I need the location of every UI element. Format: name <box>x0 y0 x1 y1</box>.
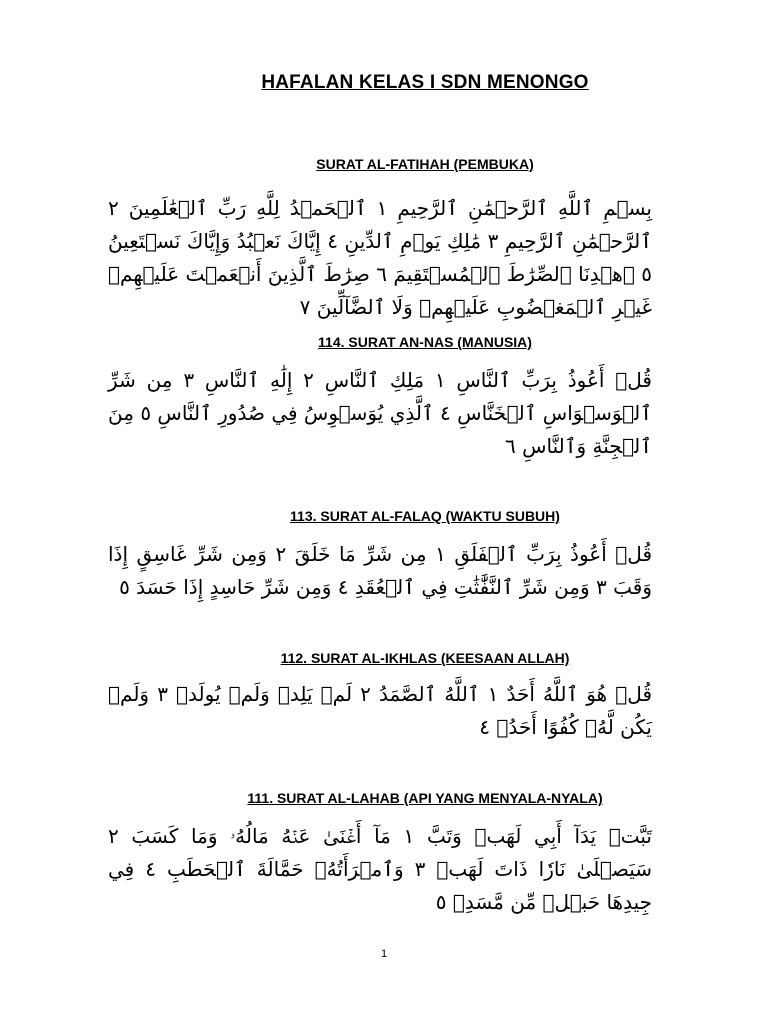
page-number: 1 <box>380 948 388 960</box>
surah-heading-al-ikhlas: 112. SURAT AL-IKHLAS (KEESAAN ALLAH) <box>280 650 570 666</box>
surah-text-al-fatihah: بِسۡمِ ٱللَّهِ ٱلرَّحۡمَٰنِ ٱلرَّحِيمِ ١ ٱلۡحَمۡدُ لِلَّهِ رَبِّ ٱلۡعَٰلَمِينَ ٢ ٱلرَّحۡمَٰنِ ٱلرَّحِيمِ ٣ مَٰلِكِ يَوۡمِ ٱلدِّينِ ٤ إِيَّاكَ نَعۡبُدُ وَإِيَّاكَ نَسۡتَعِينُ ٥ ٱهۡدِنَا ٱلصِّرَٰطَ ٱلۡمُسۡتَقِيمَ ٦ صِرَٰطَ ٱلَّذِينَ أَنۡعَمۡتَ عَلَيۡهِمۡ غَيۡرِ ٱلۡمَغۡضُوبِ عَلَيۡهِمۡ وَلَا ٱلضَّآلِّينَ ٧ <box>108 196 652 319</box>
page-title: HAFALAN KELAS I SDN MENONGO <box>261 72 589 93</box>
surah-text-al-falaq: قُلۡ أَعُوذُ بِرَبِّ ٱلۡفَلَقِ ١ مِن شَرِّ مَا خَلَقَ ٢ وَمِن شَرِّ غَاسِقٍ إِذَا وَقَبَ ٣ وَمِن شَرِّ ٱلنَّفَّٰثَٰتِ فِي ٱلۡعُقَدِ ٤ وَمِن شَرِّ حَاسِدٍ إِذَا حَسَدَ ٥ <box>108 542 653 599</box>
surah-text-al-ikhlas: قُلۡ هُوَ ٱللَّهُ أَحَدٌ ١ ٱللَّهُ ٱلصَّمَدُ ٢ لَمۡ يَلِدۡ وَلَمۡ يُولَدۡ ٣ وَلَمۡ يَكُن لَّهُۥ كُفُوًا أَحَدُۢ ٤ <box>108 682 653 739</box>
surah-heading-al-lahab: 111. SURAT AL-LAHAB (API YANG MENYALA-NYALA) <box>247 790 603 806</box>
surah-text-al-lahab: تَبَّتۡ يَدَآ أَبِي لَهَبٖ وَتَبَّ ١ مَآ أَغۡنَىٰ عَنۡهُ مَالُهُۥ وَمَا كَسَبَ ٢ سَيَصۡلَىٰ نَارٗا ذَاتَ لَهَبٖ ٣ وَٱمۡرَأَتُهُۥ حَمَّالَةَ ٱلۡحَطَبِ ٤ فِي جِيدِهَا حَبۡلٞ مِّن مَّسَدِۢ ٥ <box>108 824 652 914</box>
surah-heading-al-fatihah: SURAT AL-FATIHAH (PEMBUKA) <box>316 156 534 172</box>
surah-heading-an-nas: 114. SURAT AN-NAS (MANUSIA) <box>318 334 532 350</box>
surah-heading-al-falaq: 113. SURAT AL-FALAQ (WAKTU SUBUH) <box>290 508 560 524</box>
surah-text-an-nas: قُلۡ أَعُوذُ بِرَبِّ ٱلنَّاسِ ١ مَلِكِ ٱلنَّاسِ ٢ إِلَٰهِ ٱلنَّاسِ ٣ مِن شَرِّ ٱلۡوَسۡوَاسِ ٱلۡخَنَّاسِ ٤ ٱلَّذِي يُوَسۡوِسُ فِي صُدُورِ ٱلنَّاسِ ٥ مِنَ ٱلۡجِنَّةِ وَٱلنَّاسِ ٦ <box>108 368 652 458</box>
